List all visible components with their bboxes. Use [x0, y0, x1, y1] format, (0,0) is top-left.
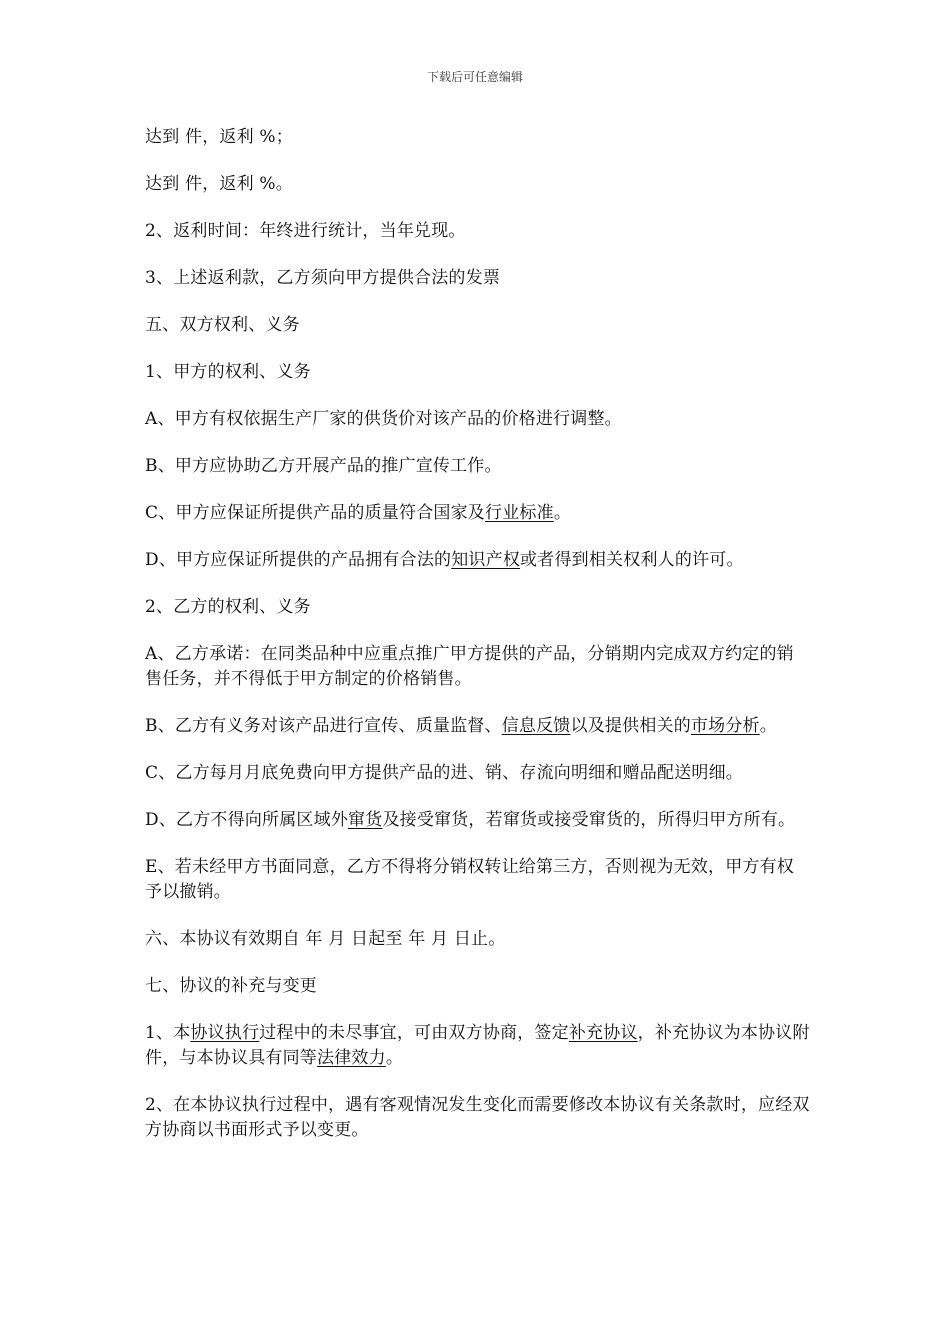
text-segment: ，补充协议为本协议附件，与本协议具有同等	[145, 1023, 810, 1068]
text-segment: 2、返利时间：年终进行统计，当年兑现。	[145, 221, 466, 241]
paragraph	[145, 501, 810, 526]
paragraph	[145, 266, 810, 291]
text-segment: 2、在本协议执行过程中，遇有客观情况发生变化而需要修改本协议有关条款时，应经双方协商以书面形式予以变更。	[145, 1095, 810, 1140]
underlined-term: 知识产权	[451, 550, 521, 570]
paragraph	[145, 172, 810, 197]
paragraph	[145, 1093, 810, 1143]
underlined-term: 协议执行	[190, 1023, 260, 1043]
paragraph	[145, 360, 810, 385]
paragraph	[145, 219, 810, 244]
paragraph	[145, 548, 810, 573]
text-segment: 七、协议的补充与变更	[145, 976, 317, 996]
underlined-term: 市场分析	[690, 716, 760, 736]
paragraph	[145, 313, 810, 338]
text-segment: 。	[553, 503, 572, 523]
text-segment: A、乙方承诺：在同类品种中应重点推广甲方提供的产品，分销期内完成双方约定的销售任务，并不得低于甲方制定的价格销售。	[145, 644, 794, 689]
text-segment: 以及提供相关的	[570, 716, 691, 736]
underlined-term: 法律效力	[317, 1048, 386, 1068]
text-segment: 1、本	[145, 1023, 191, 1043]
underlined-term: 窜货	[348, 810, 383, 830]
text-segment: D、甲方应保证所提供的产品拥有合法的	[145, 550, 452, 570]
text-segment: 。	[759, 716, 777, 736]
text-segment: 过程中的未尽事宜，可由双方协商，签定	[259, 1023, 569, 1043]
text-segment: 或者得到相关权利人的许可。	[520, 550, 744, 570]
page-header: 下载后可任意编辑	[426, 70, 523, 84]
text-segment: 3、上述返利款，乙方须向甲方提供合法的发票	[145, 268, 501, 288]
text-segment: C、乙方每月月底免费向甲方提供产品的进、销、存流向明细和赠品配送明细。	[145, 763, 744, 783]
text-segment: 及接受窜货，若窜货或接受窜货的，所得归甲方所有。	[382, 810, 796, 830]
text-segment: B、乙方有义务对该产品进行宣传、质量监督、	[145, 716, 502, 736]
paragraph	[145, 761, 810, 786]
underlined-term: 信息反馈	[501, 716, 571, 736]
text-segment: 1、甲方的权利、义务	[145, 362, 311, 382]
text-segment: C、甲方应保证所提供产品的质量符合国家及	[145, 503, 486, 523]
text-segment: E、若未经甲方书面同意，乙方不得将分销权转让给第三方，否则视为无效，甲方有权予以撤销。	[145, 857, 795, 902]
text-segment: 。	[385, 1048, 404, 1068]
text-segment: 六、本协议有效期自 年 月 日起至 年 月 日止。	[145, 929, 506, 949]
text-segment: 五、双方权利、义务	[145, 315, 300, 335]
paragraph	[145, 1021, 810, 1071]
paragraph	[145, 974, 810, 999]
paragraph	[145, 125, 810, 150]
text-segment: A、甲方有权依据生产厂家的供货价对该产品的价格进行调整。	[145, 409, 622, 429]
paragraph	[145, 454, 810, 479]
paragraph	[145, 642, 810, 692]
paragraph	[145, 407, 810, 432]
text-segment: D、乙方不得向所属区域外	[145, 810, 349, 830]
paragraph	[145, 855, 810, 905]
paragraph	[145, 808, 810, 833]
paragraph	[145, 927, 810, 952]
document-body	[145, 125, 810, 1165]
underlined-term: 补充协议	[568, 1023, 638, 1043]
underlined-term: 行业标准	[485, 503, 554, 523]
text-segment: 2、乙方的权利、义务	[145, 597, 311, 617]
text-segment: 达到 件，返利 %；	[145, 127, 293, 147]
paragraph	[145, 595, 810, 620]
text-segment: 达到 件，返利 %。	[145, 174, 293, 194]
text-segment: B、甲方应协助乙方开展产品的推广宣传工作。	[145, 456, 502, 476]
paragraph	[145, 714, 810, 739]
